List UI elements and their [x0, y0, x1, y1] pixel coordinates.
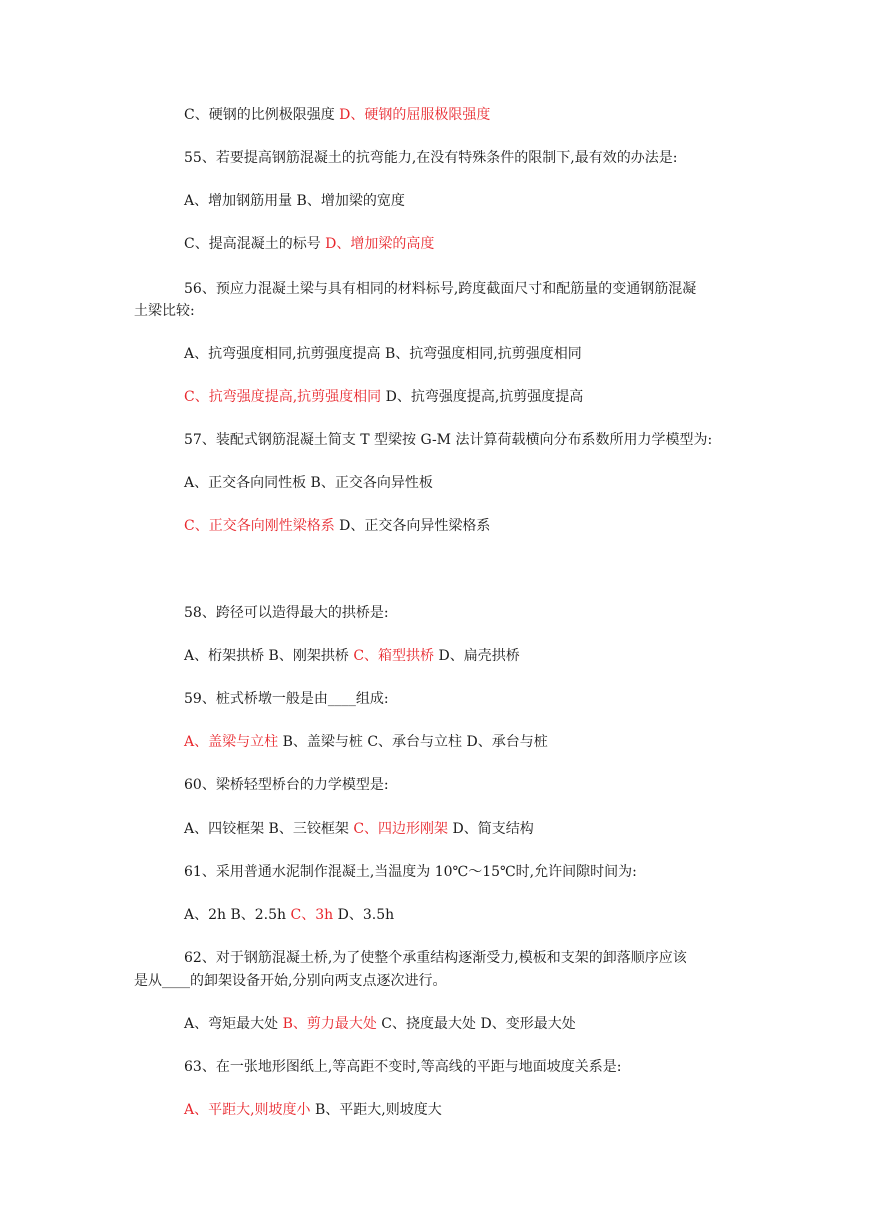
question-text: 61、采用普通水泥制作混凝土,当温度为 10℃～15℃时,允许间隙时间为: — [184, 864, 637, 880]
answer-line-54-cd — [184, 104, 490, 126]
options-ab: A、增加钢筋用量 B、增加梁的宽度 — [184, 193, 405, 209]
option-d: D、3.5h — [333, 907, 395, 923]
answer-line-55-cd — [184, 233, 434, 255]
option-b: B、平距大,则坡度大 — [310, 1102, 442, 1118]
answer-line-58 — [184, 645, 520, 667]
option-d-correct: D、硬钢的屈服极限强度 — [339, 107, 491, 123]
answer-line-56-ab — [184, 343, 582, 365]
answer-line-57-ab — [184, 472, 433, 494]
question-text: 土梁比较: — [134, 303, 195, 319]
question-text: 57、装配式钢筋混凝土简支 T 型梁按 G-M 法计算荷载横向分布系数所用力学模型为: — [184, 432, 713, 448]
options-ab: A、四铰框架 B、三铰框架 — [184, 821, 354, 837]
question-60 — [184, 774, 389, 796]
option-c: C、硬钢的比例极限强度 — [184, 107, 340, 123]
answer-line-59 — [184, 731, 548, 753]
answer-line-55-ab — [184, 190, 405, 212]
question-63 — [184, 1056, 621, 1078]
option-d: D、正交各向异性梁格系 — [334, 518, 491, 534]
question-text: 55、若要提高钢筋混凝土的抗弯能力,在没有特殊条件的限制下,最有效的办法是: — [184, 150, 678, 166]
options-ab: A、桁架拱桥 B、刚架拱桥 — [184, 648, 354, 664]
question-text: 56、预应力混凝土梁与具有相同的材料标号,跨度截面尺寸和配筋量的变通钢筋混凝 — [184, 281, 697, 297]
option-c-correct: C、箱型拱桥 — [353, 648, 435, 664]
answer-line-61 — [184, 904, 394, 926]
option-a: A、弯矩最大处 — [184, 1016, 283, 1032]
question-59 — [184, 688, 389, 710]
question-55 — [184, 147, 677, 169]
question-text: 63、在一张地形图纸上,等高距不变时,等高线的平距与地面坡度关系是: — [184, 1059, 622, 1075]
answer-line-63 — [184, 1099, 442, 1121]
option-a-correct: A、平距大,则坡度小 — [184, 1102, 311, 1118]
question-62-line-1 — [184, 947, 687, 969]
option-c-correct: C、正交各向刚性梁格系 — [184, 518, 335, 534]
answer-line-60 — [184, 818, 534, 840]
option-c-correct: C、四边形刚架 — [353, 821, 449, 837]
option-c-correct: C、3h — [290, 907, 334, 923]
answer-line-56-cd — [184, 386, 583, 408]
option-d: D、扁壳拱桥 — [434, 648, 520, 664]
options-ab: A、抗弯强度相同,抗剪强度提高 B、抗弯强度相同,抗剪强度相同 — [184, 346, 582, 362]
question-58 — [184, 602, 389, 624]
question-56-line-2 — [134, 300, 195, 322]
answer-line-62 — [184, 1013, 576, 1035]
option-a-correct: A、盖梁与立柱 — [184, 734, 279, 750]
question-text: 60、梁桥轻型桥台的力学模型是: — [184, 777, 389, 793]
option-d: D、简支结构 — [448, 821, 534, 837]
options-cd: C、挠度最大处 D、变形最大处 — [376, 1016, 576, 1032]
options-ab: A、2h B、2.5h — [184, 907, 291, 923]
option-c-correct: C、抗弯强度提高,抗剪强度相同 — [184, 389, 382, 405]
question-text: 62、对于钢筋混凝土桥,为了使整个承重结构逐渐受力,模板和支架的卸落顺序应该 — [184, 950, 687, 966]
options-ab: A、正交各向同性板 B、正交各向异性板 — [184, 475, 433, 491]
question-text: 59、桩式桥墩一般是由____组成: — [184, 691, 389, 707]
option-d: D、抗弯强度提高,抗剪强度提高 — [381, 389, 584, 405]
question-56-line-1 — [184, 278, 696, 300]
option-b-correct: B、剪力最大处 — [282, 1016, 377, 1032]
answer-line-57-cd — [184, 515, 490, 537]
options-bcd: B、盖梁与桩 C、承台与立柱 D、承台与桩 — [278, 734, 548, 750]
option-d-correct: D、增加梁的高度 — [325, 236, 435, 252]
question-61 — [184, 861, 637, 883]
option-c: C、提高混凝土的标号 — [184, 236, 326, 252]
question-text: 58、跨径可以造得最大的拱桥是: — [184, 605, 389, 621]
question-57 — [184, 429, 712, 451]
question-text: 是从____的卸架设备开始,分别向两支点逐次进行。 — [134, 973, 447, 989]
question-62-line-2 — [134, 970, 446, 992]
